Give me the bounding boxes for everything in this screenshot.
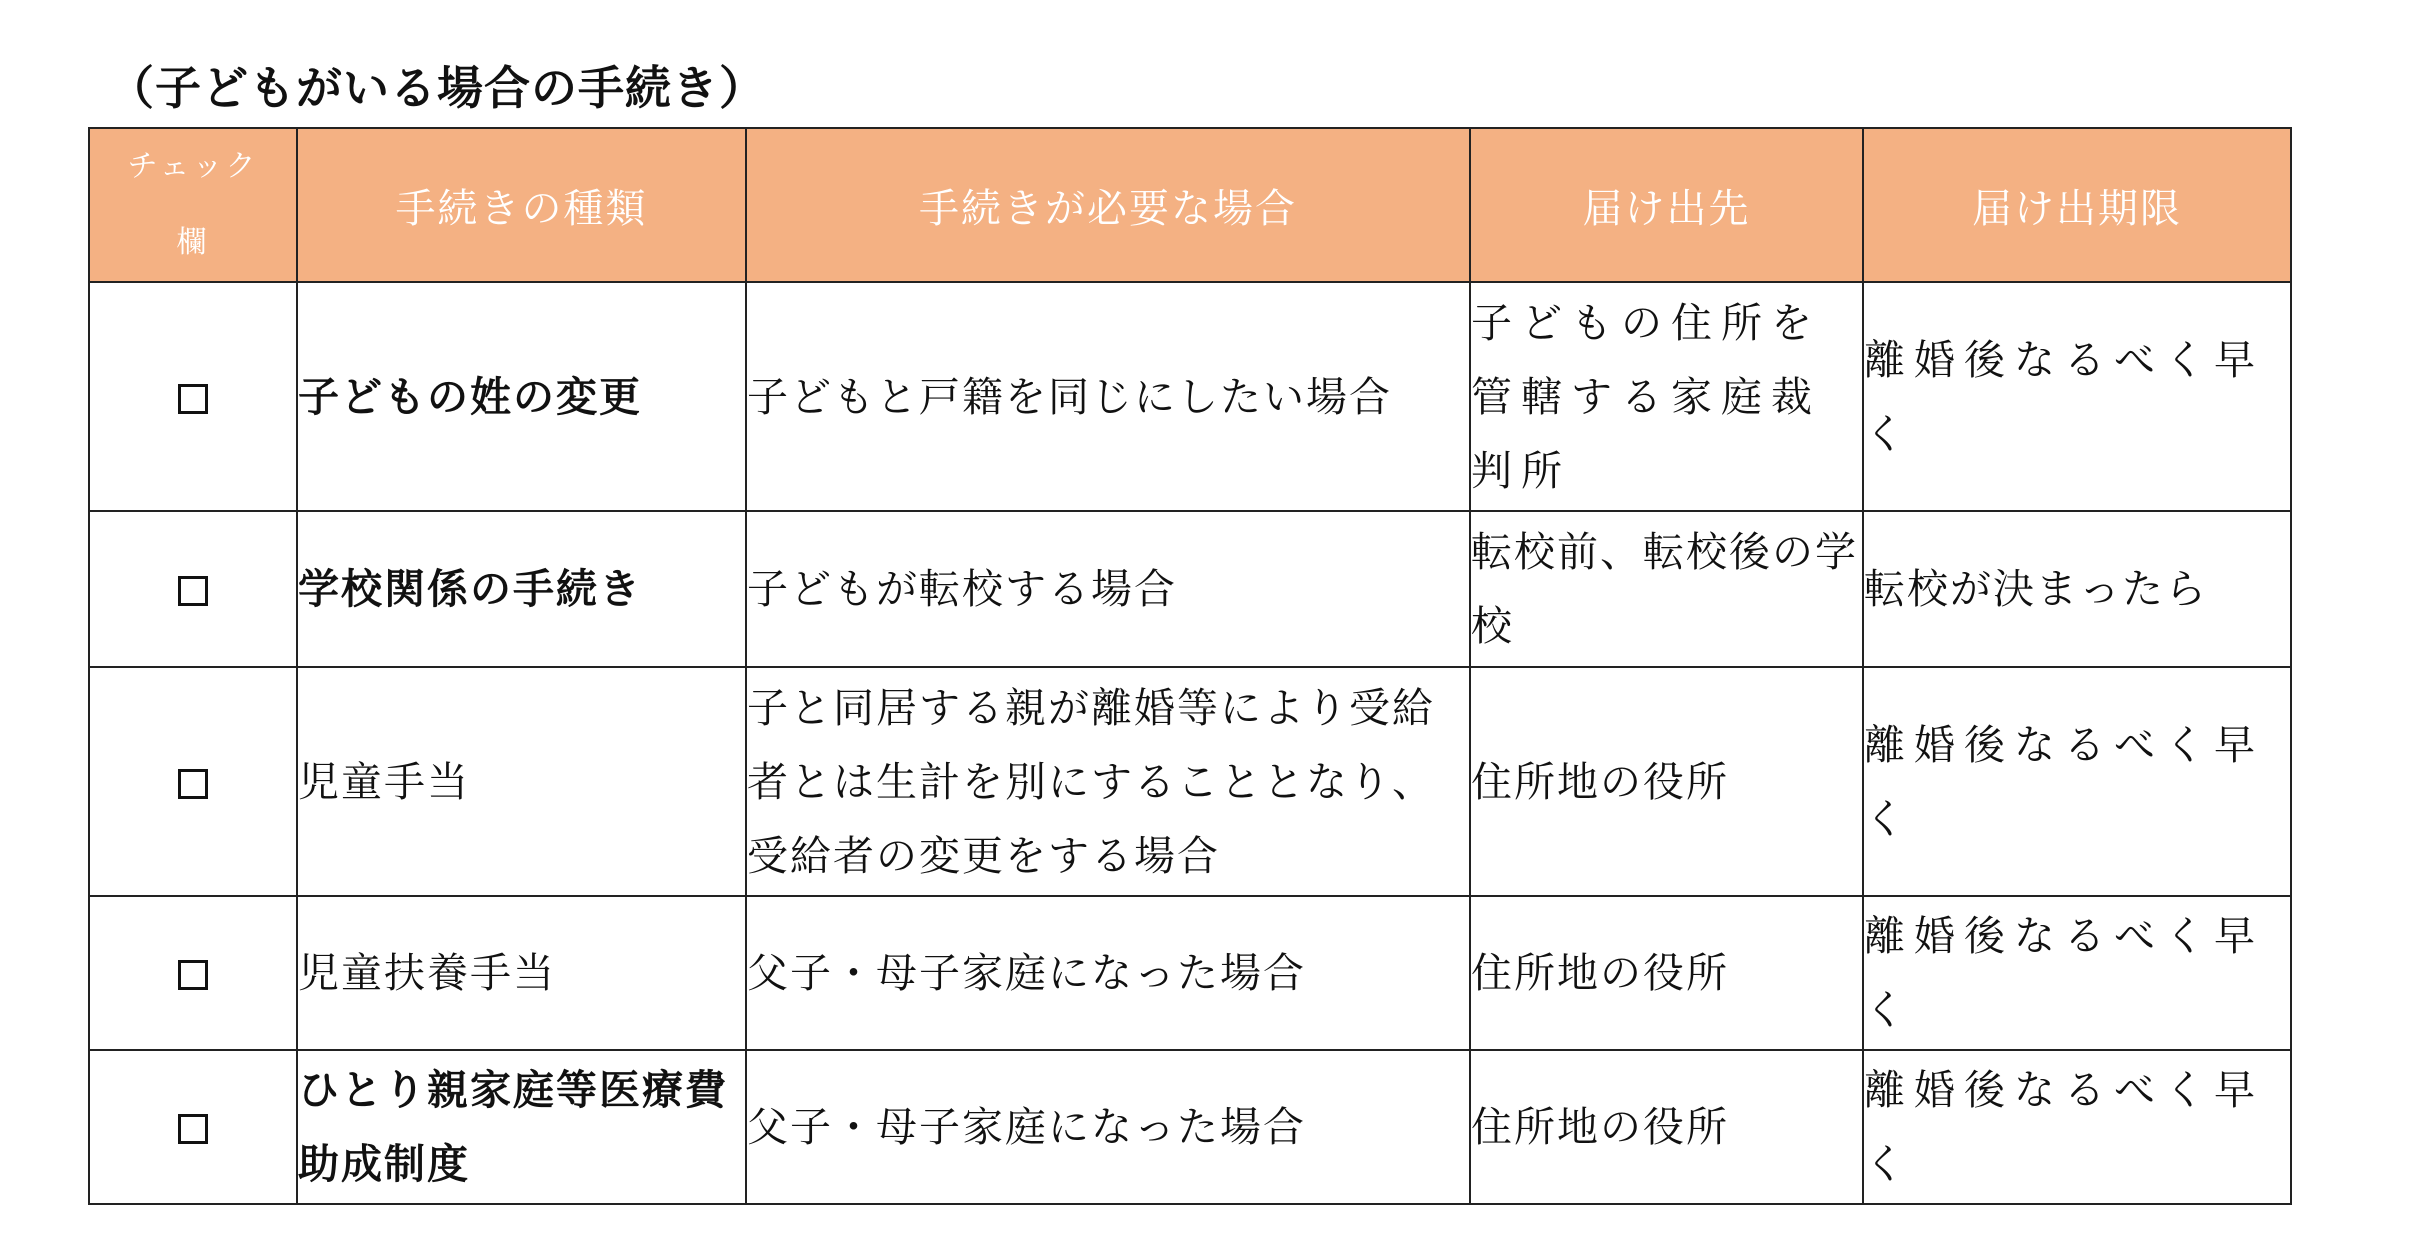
- header-type: 手続きの種類: [297, 128, 746, 282]
- required-case: 子どもが転校する場合: [746, 511, 1470, 667]
- check-cell: [89, 511, 297, 667]
- submission-deadline: 離婚後なるべく早く: [1863, 282, 2291, 511]
- table-row: [89, 282, 2291, 511]
- procedure-type: ひとり親家庭等医療費助成制度: [297, 1050, 746, 1204]
- table-row: [89, 667, 2291, 896]
- required-case: 子どもと戸籍を同じにしたい場合: [746, 282, 1470, 511]
- required-case: 子と同居する親が離婚等により受給者とは生計を別にすることとなり、受給者の変更をする場合: [746, 667, 1470, 896]
- check-cell: [89, 896, 297, 1050]
- checkbox[interactable]: [178, 576, 208, 606]
- table-row: [89, 511, 2291, 667]
- check-cell: [89, 282, 297, 511]
- submission-deadline: 転校が決まったら: [1863, 511, 2291, 667]
- required-case: 父子・母子家庭になった場合: [746, 1050, 1470, 1204]
- check-cell: [89, 667, 297, 896]
- checkbox[interactable]: [178, 1114, 208, 1144]
- submission-deadline: 離婚後なるべく早く: [1863, 1050, 2291, 1204]
- table-header-row: [89, 128, 2291, 282]
- required-case: 父子・母子家庭になった場合: [746, 896, 1470, 1050]
- submission-deadline: 離婚後なるべく早く: [1863, 896, 2291, 1050]
- table-row: [89, 1050, 2291, 1204]
- checkbox[interactable]: [178, 384, 208, 414]
- checkbox[interactable]: [178, 960, 208, 990]
- header-destination: 届け出先: [1470, 128, 1863, 282]
- submission-destination: 転校前、転校後の学校: [1470, 511, 1863, 667]
- submission-destination: 子どもの住所を管轄する家庭裁判所: [1470, 282, 1863, 511]
- procedure-type: 児童手当: [297, 667, 746, 896]
- procedure-type: 子どもの姓の変更: [297, 282, 746, 511]
- procedure-type: 学校関係の手続き: [297, 511, 746, 667]
- submission-destination: 住所地の役所: [1470, 667, 1863, 896]
- header-case: 手続きが必要な場合: [746, 128, 1470, 282]
- table-row: [89, 896, 2291, 1050]
- submission-destination: 住所地の役所: [1470, 896, 1863, 1050]
- procedures-table: [88, 127, 2292, 1205]
- header-check: [89, 128, 297, 282]
- header-check-line2: 欄: [176, 225, 210, 260]
- check-cell: [89, 1050, 297, 1204]
- page-title: （子どもがいる場合の手続き）: [108, 61, 766, 115]
- submission-deadline: 離婚後なるべく早く: [1863, 667, 2291, 896]
- submission-destination: 住所地の役所: [1470, 1050, 1863, 1204]
- header-check-line1: チェック: [127, 149, 259, 184]
- header-deadline: 届け出期限: [1863, 128, 2291, 282]
- checkbox[interactable]: [178, 769, 208, 799]
- procedure-type: 児童扶養手当: [297, 896, 746, 1050]
